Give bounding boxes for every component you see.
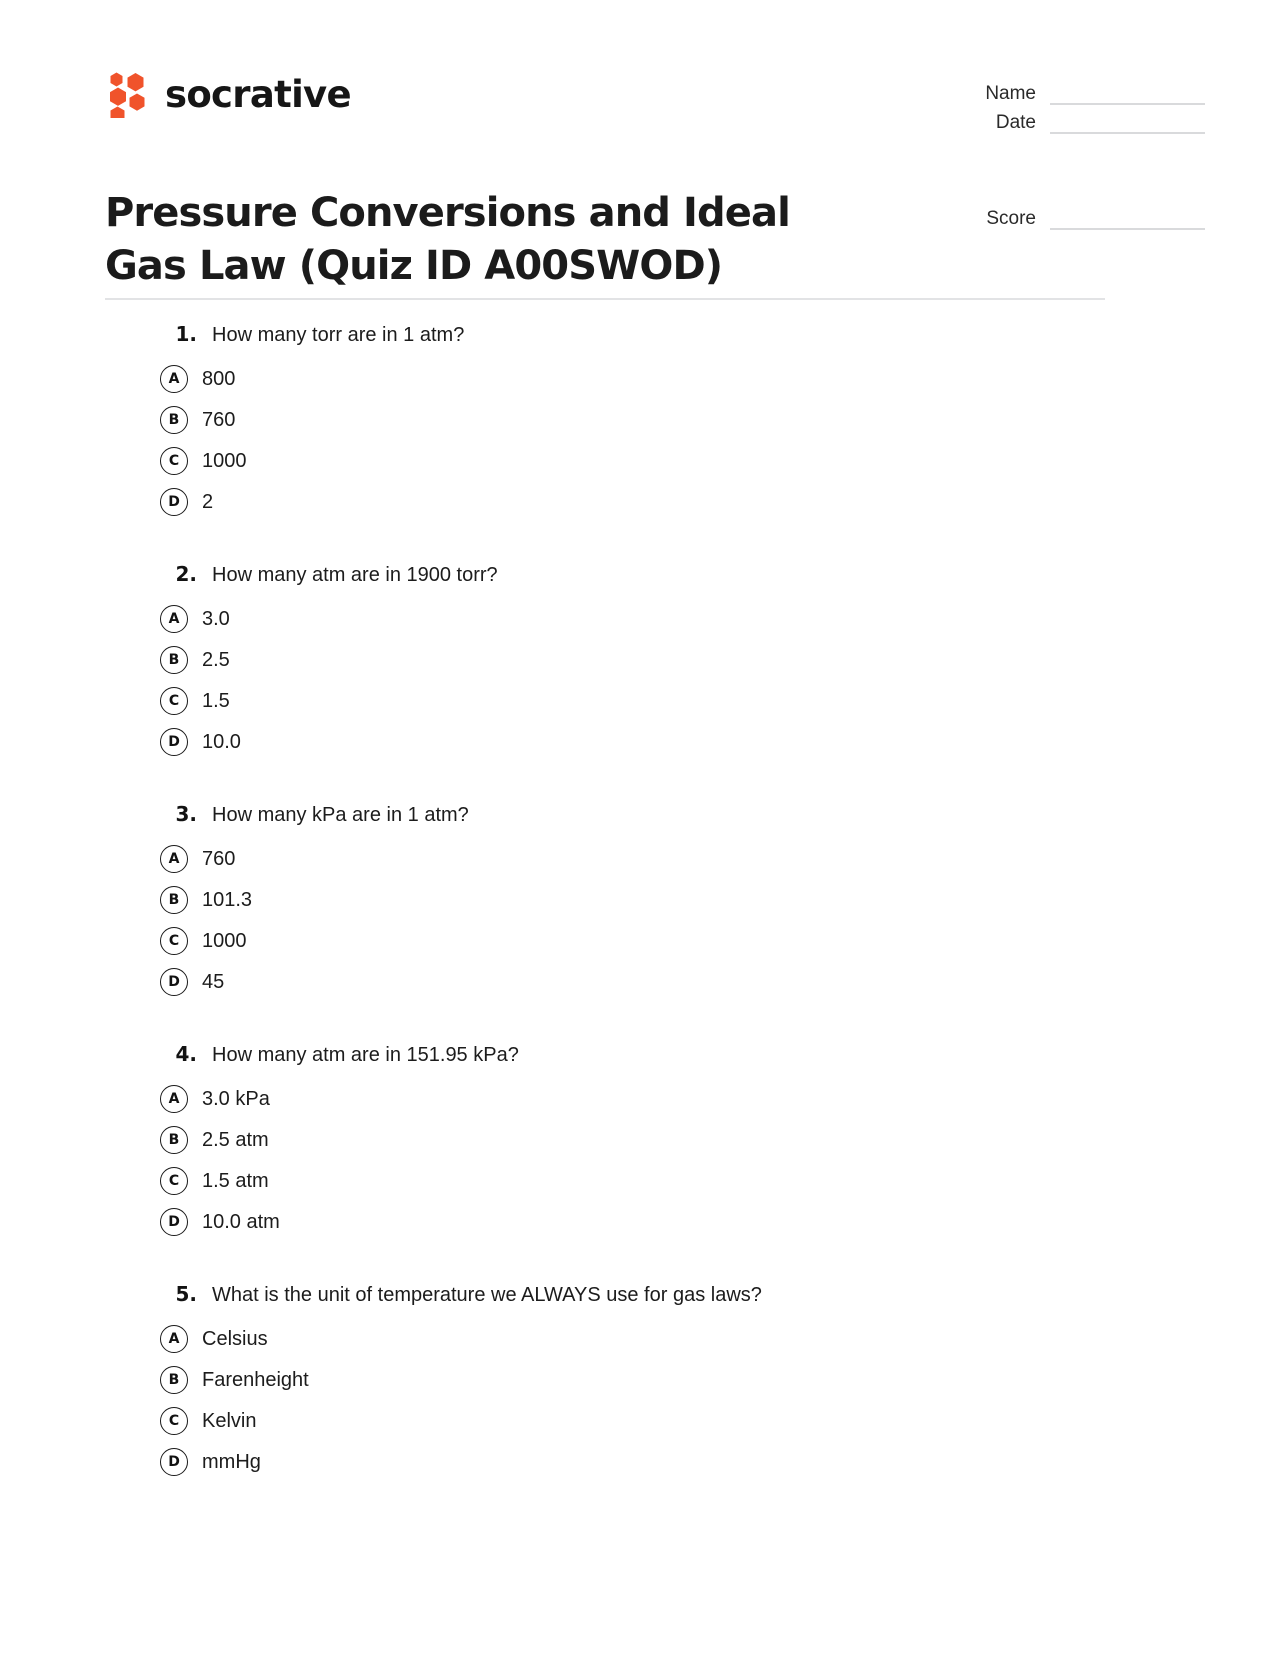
choice-option[interactable] <box>105 879 1105 920</box>
choice-label: 1000 <box>202 449 247 472</box>
choice-bubble-b[interactable]: B <box>160 1126 188 1154</box>
question-text: What is the unit of temperature we ALWAYS use for gas laws? <box>212 1284 762 1306</box>
choice-option[interactable] <box>105 1359 1105 1400</box>
choice-option[interactable] <box>105 1078 1105 1119</box>
question-block <box>105 802 1105 1002</box>
choice-option[interactable] <box>105 680 1105 721</box>
score-label: Score <box>986 208 1036 229</box>
choice-label: Celsius <box>202 1327 268 1350</box>
choice-label: 45 <box>202 970 225 993</box>
choice-bubble-a[interactable]: A <box>160 605 188 633</box>
choice-option[interactable] <box>105 481 1105 522</box>
socrative-hexagons-logo-icon <box>105 70 151 118</box>
choice-label: 760 <box>202 408 236 431</box>
question-heading <box>105 802 1105 829</box>
choice-label: 3.0 <box>202 607 230 630</box>
question-number: 1. <box>175 322 197 346</box>
score-field-row <box>875 201 1205 230</box>
choice-option[interactable] <box>105 440 1105 481</box>
header-divider <box>105 298 1105 300</box>
name-field-row <box>875 76 1205 105</box>
choice-label: 3.0 kPa <box>202 1087 270 1110</box>
choice-option[interactable] <box>105 399 1105 440</box>
brand-name: socrative <box>165 72 351 116</box>
choice-bubble-b[interactable]: B <box>160 646 188 674</box>
page-title: Pressure Conversions and Ideal Gas Law (Quiz ID A00SWOD) <box>105 189 790 289</box>
choice-bubble-d[interactable]: D <box>160 1208 188 1236</box>
page-header <box>105 60 1105 289</box>
choice-label: 800 <box>202 367 236 390</box>
name-label: Name <box>985 83 1036 104</box>
choice-label: 2.5 atm <box>202 1128 269 1151</box>
brand-logo <box>105 70 351 118</box>
score-input-line[interactable] <box>1050 210 1205 230</box>
question-block <box>105 1042 1105 1242</box>
question-number: 5. <box>175 1282 197 1306</box>
choice-bubble-c[interactable]: C <box>160 447 188 475</box>
question-number: 2. <box>175 562 197 586</box>
choice-label: 2 <box>202 490 214 513</box>
question-list <box>105 322 1105 1522</box>
choice-bubble-a[interactable]: A <box>160 1085 188 1113</box>
question-heading <box>105 1282 1105 1309</box>
choice-bubble-c[interactable]: C <box>160 1407 188 1435</box>
question-block <box>105 322 1105 522</box>
date-input-line[interactable] <box>1050 114 1205 134</box>
choice-option[interactable] <box>105 1441 1105 1482</box>
choice-label: 2.5 <box>202 648 230 671</box>
choice-label: 1000 <box>202 929 247 952</box>
choice-label: mmHg <box>202 1450 261 1473</box>
choice-label: Farenheight <box>202 1368 309 1391</box>
question-number: 3. <box>175 802 197 826</box>
choice-bubble-a[interactable]: A <box>160 365 188 393</box>
choice-label: 10.0 atm <box>202 1210 280 1233</box>
choice-option[interactable] <box>105 920 1105 961</box>
date-field-row <box>875 105 1205 134</box>
choice-bubble-b[interactable]: B <box>160 1366 188 1394</box>
choice-option[interactable] <box>105 838 1105 879</box>
question-text: How many kPa are in 1 atm? <box>212 804 469 826</box>
question-text: How many torr are in 1 atm? <box>212 324 465 346</box>
choice-bubble-a[interactable]: A <box>160 845 188 873</box>
choice-bubble-c[interactable]: C <box>160 687 188 715</box>
student-info-fields <box>875 76 1205 230</box>
question-heading <box>105 1042 1105 1069</box>
choice-option[interactable] <box>105 358 1105 399</box>
choice-label: 760 <box>202 847 236 870</box>
question-block <box>105 562 1105 762</box>
choice-bubble-d[interactable]: D <box>160 728 188 756</box>
choice-bubble-c[interactable]: C <box>160 927 188 955</box>
choice-label: 101.3 <box>202 888 253 911</box>
question-heading <box>105 562 1105 589</box>
choice-label: 1.5 atm <box>202 1169 269 1192</box>
choice-bubble-d[interactable]: D <box>160 488 188 516</box>
choice-option[interactable] <box>105 1201 1105 1242</box>
choice-option[interactable] <box>105 721 1105 762</box>
choice-label: Kelvin <box>202 1409 257 1432</box>
choice-option[interactable] <box>105 1400 1105 1441</box>
choice-option[interactable] <box>105 1318 1105 1359</box>
choice-bubble-d[interactable]: D <box>160 968 188 996</box>
question-heading <box>105 322 1105 349</box>
choice-label: 10.0 <box>202 730 241 753</box>
choice-bubble-c[interactable]: C <box>160 1167 188 1195</box>
name-input-line[interactable] <box>1050 85 1205 105</box>
choice-bubble-a[interactable]: A <box>160 1325 188 1353</box>
choice-option[interactable] <box>105 1160 1105 1201</box>
choice-option[interactable] <box>105 961 1105 1002</box>
choice-label: 1.5 <box>202 689 230 712</box>
question-number: 4. <box>175 1042 197 1066</box>
choice-bubble-b[interactable]: B <box>160 886 188 914</box>
choice-option[interactable] <box>105 598 1105 639</box>
choice-bubble-b[interactable]: B <box>160 406 188 434</box>
choice-option[interactable] <box>105 1119 1105 1160</box>
choice-bubble-d[interactable]: D <box>160 1448 188 1476</box>
date-label: Date <box>995 112 1036 133</box>
question-text: How many atm are in 1900 torr? <box>212 564 498 586</box>
choice-option[interactable] <box>105 639 1105 680</box>
question-text: How many atm are in 151.95 kPa? <box>212 1044 519 1066</box>
question-block <box>105 1282 1105 1482</box>
